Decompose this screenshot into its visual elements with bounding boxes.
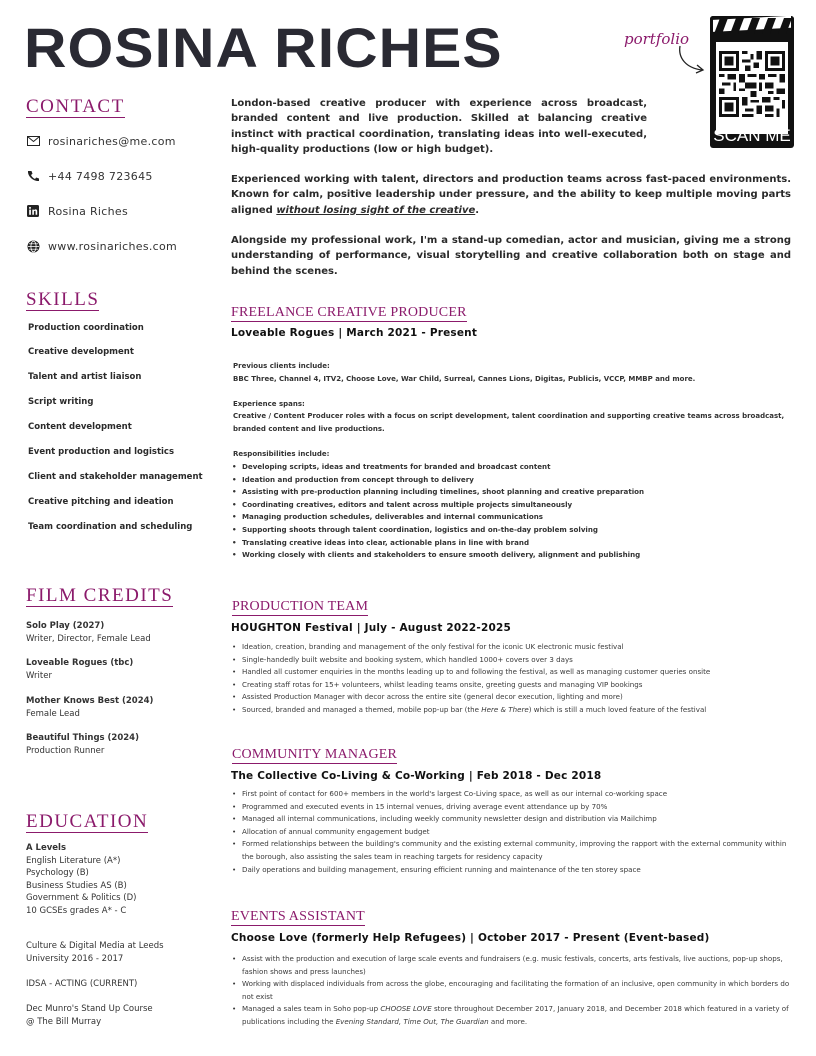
skill-item: Production coordination — [28, 323, 144, 333]
education-line: Culture & Digital Media at Leeds — [26, 941, 164, 951]
spans-label: Experience spans: — [233, 399, 305, 408]
gcse-item: 10 GCSEs grades A* - C — [26, 905, 127, 916]
list-item: • Developing scripts, ideas and treatments for branded and broadcast content — [232, 461, 792, 474]
bullet-text: Managed a sales team in Soho pop-up — [242, 1004, 381, 1014]
list-item: • Daily operations and building management, ensuring efficient running and maintenance of the ten storey space — [232, 864, 792, 877]
bullet-text: Sourced, branded and managed a themed, mobile pop-up bar (the — [242, 704, 482, 714]
film-credit-title: Beautiful Things (2024) — [26, 733, 139, 743]
film-credit — [26, 620, 151, 645]
freelance-details — [233, 360, 793, 460]
list-item: • Working closely with clients and stakeholders to ensure smooth delivery, alignment and publishing — [232, 549, 792, 562]
production-team-heading: PRODUCTION TEAM — [232, 599, 369, 614]
contact-heading: CONTACT — [26, 96, 125, 117]
list-item — [232, 1003, 792, 1028]
globe-icon — [26, 239, 40, 253]
community-manager-heading: COMMUNITY MANAGER — [232, 747, 398, 762]
events-job-title: Choose Love (formerly Help Refugees) | October 2017 - Present (Event-based) — [231, 932, 710, 944]
list-item: • Coordinating creatives, editors and talent across multiple projects simultaneously — [232, 499, 792, 512]
skill-item: Client and stakeholder management — [28, 472, 203, 482]
a-levels-block — [26, 842, 136, 917]
summary-p2-text: Experienced working with talent, directors and production teams across fast-paced environments. Known for calm, positive leadership under pressure, and the ability to keep multiple moving parts aligned — [231, 174, 791, 216]
candidate-name: ROSINA RICHES — [24, 16, 503, 79]
list-item: • Assist with the production and execution of large scale events and fundraisers (e.g. music festivals, concerts, arts festivals, live auctions, pop-up shops, fashion shows and press launches) — [232, 953, 792, 978]
list-item: • Supporting shoots through talent coordination, logistics and on-the-day problem solving — [232, 524, 792, 537]
summary-paragraph-3: Alongside my professional work, I'm a stand-up comedian, actor and musician, giving me a strong understanding of performance, visual storytelling and creative collaboration both on stage and behind the scenes. — [231, 235, 791, 277]
summary-paragraph-2 — [231, 172, 791, 218]
freelance-job-title: Loveable Rogues | March 2021 - Present — [231, 327, 478, 339]
clients-label: Previous clients include: — [233, 362, 330, 370]
film-credit — [26, 657, 133, 682]
skill-item: Creative development — [28, 347, 134, 357]
list-item: • Assisted Production Manager with decor across the entire site (general decor execution, lighting and more) — [232, 691, 792, 704]
bullet-emphasis: Evening Standard, Time Out, The Guardian — [335, 1016, 489, 1026]
education-heading: EDUCATION — [26, 811, 149, 832]
list-item: • Creating staff rotas for 15+ volunteers, whilst leading teams onsite, greeting guests and managing VIP bookings — [232, 679, 792, 692]
film-credit-title: Loveable Rogues (tbc) — [26, 658, 134, 668]
freelance-responsibilities — [232, 461, 792, 562]
phone-icon — [26, 169, 40, 183]
skill-item: Event production and logistics — [28, 447, 175, 457]
education-acting — [26, 978, 137, 991]
summary-p2-end: . — [475, 204, 480, 216]
skill-item: Script writing — [28, 397, 94, 407]
education-line: IDSA - ACTING (CURRENT) — [26, 979, 138, 989]
website-text: www.rosinariches.com — [48, 239, 178, 253]
envelope-icon — [26, 134, 40, 148]
skill-item: Talent and artist liaison — [28, 372, 142, 382]
spans-text: Creative / Content Producer roles with a focus on script development, talent coordination and supporting creative teams across broadcast, branded content and live productions. — [233, 412, 785, 433]
portfolio-label: portfolio — [624, 30, 690, 48]
education-line: University 2016 - 2017 — [26, 953, 124, 964]
education-standup — [26, 1003, 153, 1028]
list-item: • Translating creative ideas into clear, actionable plans in line with brand — [232, 537, 792, 550]
list-item: • Programmed and executed events in 15 internal venues, driving average event attendance up by 70% — [232, 801, 792, 814]
linkedin-icon — [26, 204, 40, 218]
production-team-job-title: HOUGHTON Festival | July - August 2022-2025 — [231, 622, 512, 634]
contact-phone[interactable] — [26, 168, 153, 184]
film-credits-heading: FILM CREDITS — [26, 585, 174, 606]
skill-item: Creative pitching and ideation — [28, 497, 174, 507]
skills-heading: SKILLS — [26, 289, 100, 310]
curved-arrow-icon — [676, 44, 710, 78]
summary-p2-emphasis: without losing sight of the creative — [276, 204, 476, 216]
responsibilities-label: Responsibilities include: — [233, 449, 330, 458]
a-level-item: English Literature (A*) — [26, 855, 121, 866]
education-university — [26, 940, 164, 965]
film-credit-role: Writer, Director, Female Lead — [26, 633, 151, 644]
clients-list: BBC Three, Channel 4, ITV2, Choose Love, War Child, Surreal, Cannes Lions, Digitas, Publicis, VCCP, MMBP and more. — [233, 374, 696, 383]
qr-code-image — [716, 42, 788, 134]
film-credit — [26, 732, 139, 757]
clapperboard-icon — [710, 16, 794, 40]
summary-paragraph-1: London-based creative producer with experience across broadcast, branded content and live production. Skilled at balancing creative instinct with practical coordination, translating ideas into well-executed, high-quality productions (low or high budget). — [231, 98, 647, 156]
portfolio-qr-code[interactable] — [710, 16, 794, 148]
list-item: • Ideation, creation, branding and management of the only festival for the iconic UK electronic music festival — [232, 641, 792, 654]
list-item: • Single-handedly built website and booking system, which handled 1000+ covers over 3 days — [232, 654, 792, 667]
film-credit-role: Production Runner — [26, 745, 105, 756]
list-item: • Assisting with pre-production planning including timelines, shoot planning and creative preparation — [232, 486, 792, 499]
community-job-title: The Collective Co-Living & Co-Working | Feb 2018 - Dec 2018 — [231, 770, 602, 782]
events-bullets — [232, 953, 792, 1029]
list-item — [232, 704, 792, 717]
bullet-emphasis: Here & There — [481, 704, 529, 714]
bullet-text: and more. — [488, 1016, 528, 1026]
list-item: • Formed relationships between the building's community and the existing external community, improving the rapport with the external community within the borough, also assisting the sales team in reaching targets for residency capacity — [232, 838, 792, 863]
skill-item: Content development — [28, 422, 132, 432]
list-item: • First point of contact for 600+ members in the world's largest Co-Living space, as well as our internal co-working space — [232, 788, 792, 801]
list-item: • Managing production schedules, deliverables and internal communications — [232, 511, 792, 524]
list-item: • Allocation of annual community engagement budget — [232, 826, 792, 839]
list-item: • Managed all internal communications, including weekly community newsletter design and distribution via Mailchimp — [232, 813, 792, 826]
list-item: • Ideation and production from concept through to delivery — [232, 474, 792, 487]
film-credit-role: Writer — [26, 670, 52, 681]
qr-scan-label: SCAN ME — [713, 126, 791, 145]
bullet-text: store throughout December 2017, January 2018, and December 2018 which featured in a variety of publications including the — [242, 1004, 789, 1026]
email-text: rosinariches@me.com — [48, 134, 176, 148]
education-line: @ The Bill Murray — [26, 1016, 102, 1027]
bullet-emphasis: CHOOSE LOVE — [380, 1004, 432, 1014]
a-level-item: Government & Politics (D) — [26, 893, 137, 903]
contact-website[interactable] — [26, 238, 177, 254]
phone-text: +44 7498 723645 — [48, 169, 153, 183]
production-team-bullets — [232, 641, 792, 717]
a-level-item: Business Studies AS (B) — [26, 880, 127, 891]
film-credit-title: Mother Knows Best (2024) — [26, 696, 154, 706]
a-level-item: Psychology (B) — [26, 868, 89, 878]
list-item: • Handled all customer enquiries in the months leading up to and following the festival, as well as managing customer queries onsite — [232, 666, 792, 679]
contact-linkedin[interactable] — [26, 203, 128, 219]
community-bullets — [232, 788, 792, 876]
contact-email[interactable] — [26, 133, 176, 149]
list-item: • Working with displaced individuals from across the globe, encouraging and facilitating the formation of an inclusive, open community in which borders do not exist — [232, 978, 792, 1003]
education-line: Dec Munro's Stand Up Course — [26, 1004, 153, 1014]
a-levels-title: A Levels — [26, 843, 66, 853]
film-credit — [26, 695, 153, 720]
events-assistant-heading: EVENTS ASSISTANT — [231, 909, 365, 924]
film-credit-title: Solo Play (2027) — [26, 621, 105, 631]
bullet-text: ) which is still a much loved feature of the festival — [528, 704, 707, 714]
linkedin-text: Rosina Riches — [48, 204, 128, 218]
freelance-heading: FREELANCE CREATIVE PRODUCER — [231, 305, 467, 320]
skill-item: Team coordination and scheduling — [28, 522, 193, 532]
film-credit-role: Female Lead — [26, 708, 80, 719]
